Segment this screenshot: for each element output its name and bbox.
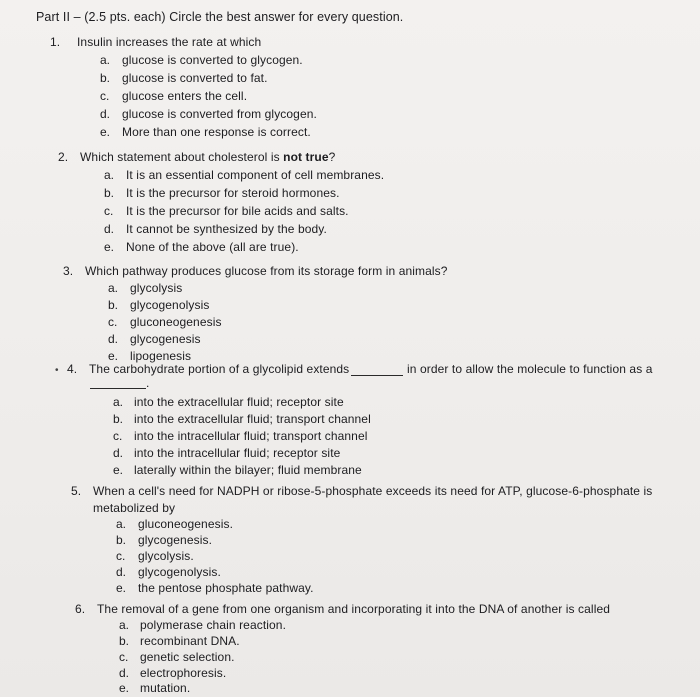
q5-option-a-text[interactable]: gluconeogenesis. [138, 517, 234, 531]
q4-option-e-label[interactable]: e. [113, 463, 124, 477]
q3-option-c-label[interactable]: c. [108, 315, 118, 329]
q3-option-c-text[interactable]: gluconeogenesis [130, 315, 222, 329]
q3-option-a-label[interactable]: a. [108, 281, 119, 295]
q4-option-b-label[interactable]: b. [113, 412, 124, 426]
q4-option-d-text[interactable]: into the intracellular fluid; receptor site [134, 446, 341, 460]
q2-option-d-text[interactable]: It cannot be synthesized by the body. [126, 222, 327, 236]
question-2-text-after: ? [328, 150, 336, 164]
q2-option-e-text[interactable]: None of the above (all are true). [126, 240, 299, 254]
question-4-number: 4. [67, 362, 78, 376]
q5-option-e-text[interactable]: the pentose phosphate pathway. [138, 581, 314, 595]
question-6-text: The removal of a gene from one organism and incorporating it into the DNA of another is called [97, 602, 611, 616]
q6-option-e-text[interactable]: mutation. [140, 681, 191, 695]
q2-option-d-label[interactable]: d. [104, 222, 115, 236]
q5-option-a-label[interactable]: a. [116, 517, 127, 531]
q5-option-b-label[interactable]: b. [116, 533, 127, 547]
q5-option-b-text[interactable]: glycogenesis. [138, 533, 213, 547]
q6-option-a-text[interactable]: polymerase chain reaction. [140, 618, 287, 632]
q4-option-c-text[interactable]: into the intracellular fluid; transport channel [134, 429, 368, 443]
q6-option-d-label[interactable]: d. [119, 666, 130, 680]
q1-option-a-text[interactable]: glucose is converted to glycogen. [122, 53, 303, 67]
q1-option-e-label[interactable]: e. [100, 125, 111, 139]
q5-option-d-label[interactable]: d. [116, 565, 127, 579]
q4-option-e-text[interactable]: laterally within the bilayer; fluid membrane [134, 463, 362, 477]
q6-option-d-text[interactable]: electrophoresis. [140, 666, 227, 680]
q2-option-a-text[interactable]: It is an essential component of cell membranes. [126, 168, 385, 182]
question-4-text-end: . [146, 376, 150, 390]
q1-option-c-text[interactable]: glucose enters the cell. [122, 89, 248, 103]
q5-option-e-label[interactable]: e. [116, 581, 127, 595]
q1-option-c-label[interactable]: c. [100, 89, 110, 103]
q1-option-d-label[interactable]: d. [100, 107, 111, 121]
q6-option-a-label[interactable]: a. [119, 618, 130, 632]
section-heading: Part II – (2.5 pts. each) Circle the best answer for every question. [36, 10, 404, 24]
q6-option-c-text[interactable]: genetic selection. [140, 650, 235, 664]
q6-option-c-label[interactable]: c. [119, 650, 129, 664]
question-5-text: When a cell's need for NADPH or ribose-5-phosphate exceeds its need for ATP, glucose-6-phosphate is [93, 484, 653, 498]
q1-option-d-text[interactable]: glucose is converted from glycogen. [122, 107, 317, 121]
q4-option-d-label[interactable]: d. [113, 446, 124, 460]
q4-option-b-text[interactable]: into the extracellular fluid; transport channel [134, 412, 371, 426]
answer-blank-2[interactable] [90, 388, 146, 389]
q4-option-a-text[interactable]: into the extracellular fluid; receptor site [134, 395, 344, 409]
question-5-text-line-2: metabolized by [93, 501, 176, 515]
answer-blank-1[interactable] [351, 375, 403, 376]
q2-option-b-text[interactable]: It is the precursor for steroid hormones. [126, 186, 340, 200]
question-3-number: 3. [63, 264, 74, 278]
q4-option-c-label[interactable]: c. [113, 429, 123, 443]
q2-option-c-text[interactable]: It is the precursor for bile acids and salts. [126, 204, 349, 218]
q4-option-a-label[interactable]: a. [113, 395, 124, 409]
question-2-emphasis: not true [283, 150, 329, 164]
q1-option-e-text[interactable]: More than one response is correct. [122, 125, 311, 139]
q6-option-e-label[interactable]: e. [119, 681, 130, 695]
q3-option-e-label[interactable]: e. [108, 349, 119, 363]
q3-option-e-text[interactable]: lipogenesis [130, 349, 192, 363]
stray-mark: • [55, 365, 59, 376]
q1-option-b-text[interactable]: glucose is converted to fat. [122, 71, 268, 85]
q2-option-c-label[interactable]: c. [104, 204, 114, 218]
q2-option-e-label[interactable]: e. [104, 240, 115, 254]
question-6-number: 6. [75, 602, 86, 616]
q3-option-b-text[interactable]: glycogenolysis [130, 298, 210, 312]
q5-option-d-text[interactable]: glycogenolysis. [138, 565, 221, 579]
q6-option-b-label[interactable]: b. [119, 634, 130, 648]
q3-option-b-label[interactable]: b. [108, 298, 119, 312]
q1-option-a-label[interactable]: a. [100, 53, 111, 67]
q3-option-d-text[interactable]: glycogenesis [130, 332, 201, 346]
q6-option-b-text[interactable]: recombinant DNA. [140, 634, 240, 648]
question-1-number: 1. [50, 35, 61, 49]
q3-option-a-text[interactable]: glycolysis [130, 281, 183, 295]
question-4-text-after: in order to allow the molecule to function as a [407, 362, 653, 376]
q1-option-b-label[interactable]: b. [100, 71, 111, 85]
q5-option-c-text[interactable]: glycolysis. [138, 549, 194, 563]
q3-option-d-label[interactable]: d. [108, 332, 119, 346]
question-1-text: Insulin increases the rate at which [77, 35, 262, 49]
question-3-text: Which pathway produces glucose from its storage form in animals? [85, 264, 448, 278]
question-2-number: 2. [58, 150, 69, 164]
q2-option-b-label[interactable]: b. [104, 186, 115, 200]
question-4-text-before: The carbohydrate portion of a glycolipid extends [89, 362, 350, 376]
q5-option-c-label[interactable]: c. [116, 549, 126, 563]
q2-option-a-label[interactable]: a. [104, 168, 115, 182]
question-5-number: 5. [71, 484, 82, 498]
question-2-text-before: Which statement about cholesterol is [80, 150, 284, 164]
question-2-text [80, 150, 335, 165]
